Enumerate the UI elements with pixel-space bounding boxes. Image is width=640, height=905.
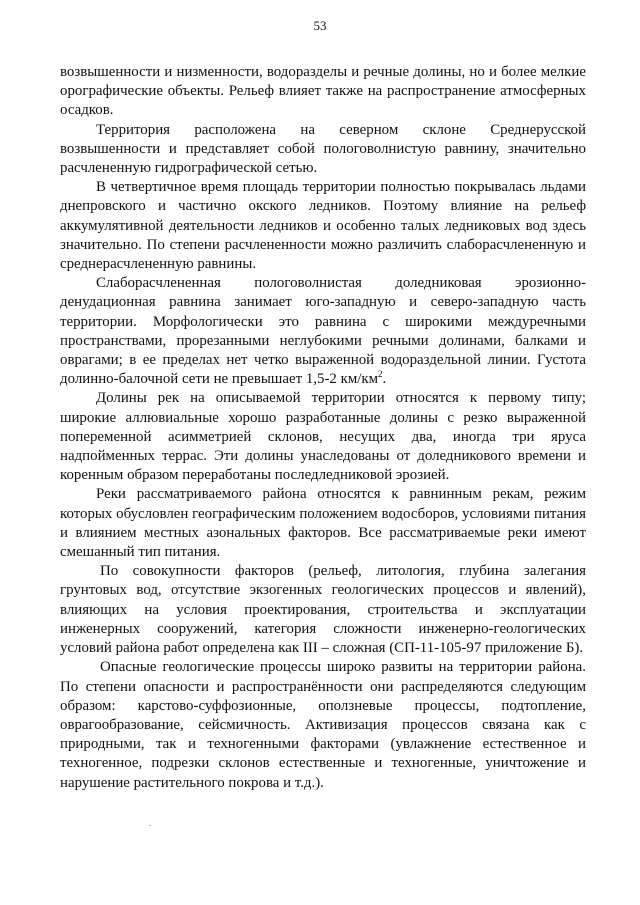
body-text bbox=[60, 63, 586, 793]
paragraph-river-regime: Реки рассматриваемого района относятся к равнинным рекам, режим которых обусловлен географическим положением водосборов, условиями питания и влиянием местных азональных факторов. Все рассматриваемые реки имеют смешанный тип питания. bbox=[60, 486, 586, 561]
paragraph-plain-description bbox=[60, 274, 586, 389]
paragraph-quaternary-glaciation: В четвертичное время площадь территории полностью покрывалась льдами днепровского и частично окского ледников. Поэтому влияние на рельеф аккумулятивной деятельности ледников и особенно талых ледниковых вод здесь значительно. По степени расчлененности можно различить слаборасчлененную и среднерасчлененную равнины. bbox=[60, 179, 586, 273]
paragraph-river-valleys: Долины рек на описываемой территории относятся к первому типу; широкие аллювиальные хорошо разработанные долины с резко выраженной попеременной асимметрией склонов, несущих два, иногда три яруса надпойменных террас. Эти долины унаследованы от доледникового времени и коренным образом переработаны последледниковой эрозией. bbox=[60, 390, 586, 484]
page-number: 53 bbox=[313, 18, 327, 33]
paragraph-plain-description-text: Слаборасчлененная пологоволнистая доледниковая эрозионно-денудационная равнина занимает юго-западную и северо-западную часть территории. Морфологически это равнина с широкими междуречными пространствами, прорезанными неглубокими речными долинами, балками и оврагами; в ее пределах нет четко выраженной водораздельной линии. Густота долинно-балочной сети не превышает 1,5-2 км/км bbox=[60, 275, 586, 388]
paragraph-relief-continuation: возвышенности и низменности, водоразделы и речные долины, но и более мелкие орографические объекты. Рельеф влияет также на распространение атмосферных осадков. bbox=[60, 64, 586, 119]
unit-power-superscript: 2 bbox=[378, 369, 383, 380]
paragraph-territory-location: Территория расположена на северном склоне Среднерусской возвышенности и представляет собой пологоволнистую равнину, значительно расчлененную гидрографической сетью. bbox=[60, 121, 586, 177]
paragraph-plain-description-period: . bbox=[382, 371, 387, 388]
paragraph-hazardous-processes: Опасные геологические процессы широко развиты на территории района. По степени опасности и распространённости они распределяются следующим образом: карстово-суффозионные, оползневые процессы, подтопление, оврагообразование, сейсмичность. Активизация процессов связана как с природными, так и техногенными факторами (увлажнение естественное и техногенное, подрезки склонов естественные и техногенные, уничтожение и нарушение растительного покрова и т.д.). bbox=[60, 659, 586, 791]
scan-speck bbox=[149, 825, 151, 826]
paragraph-engineering-geology: По совокупности факторов (рельеф, литология, глубина залегания грунтовых вод, отсутствие экзогенных геологических процессов и явлений), влияющих на условия проектирования, строительства и эксплуатации инженерных сооружений, категория сложности инженерно-геологических условий района работ определена как III – сложная (СП-11-105-97 приложение Б). bbox=[60, 563, 586, 657]
